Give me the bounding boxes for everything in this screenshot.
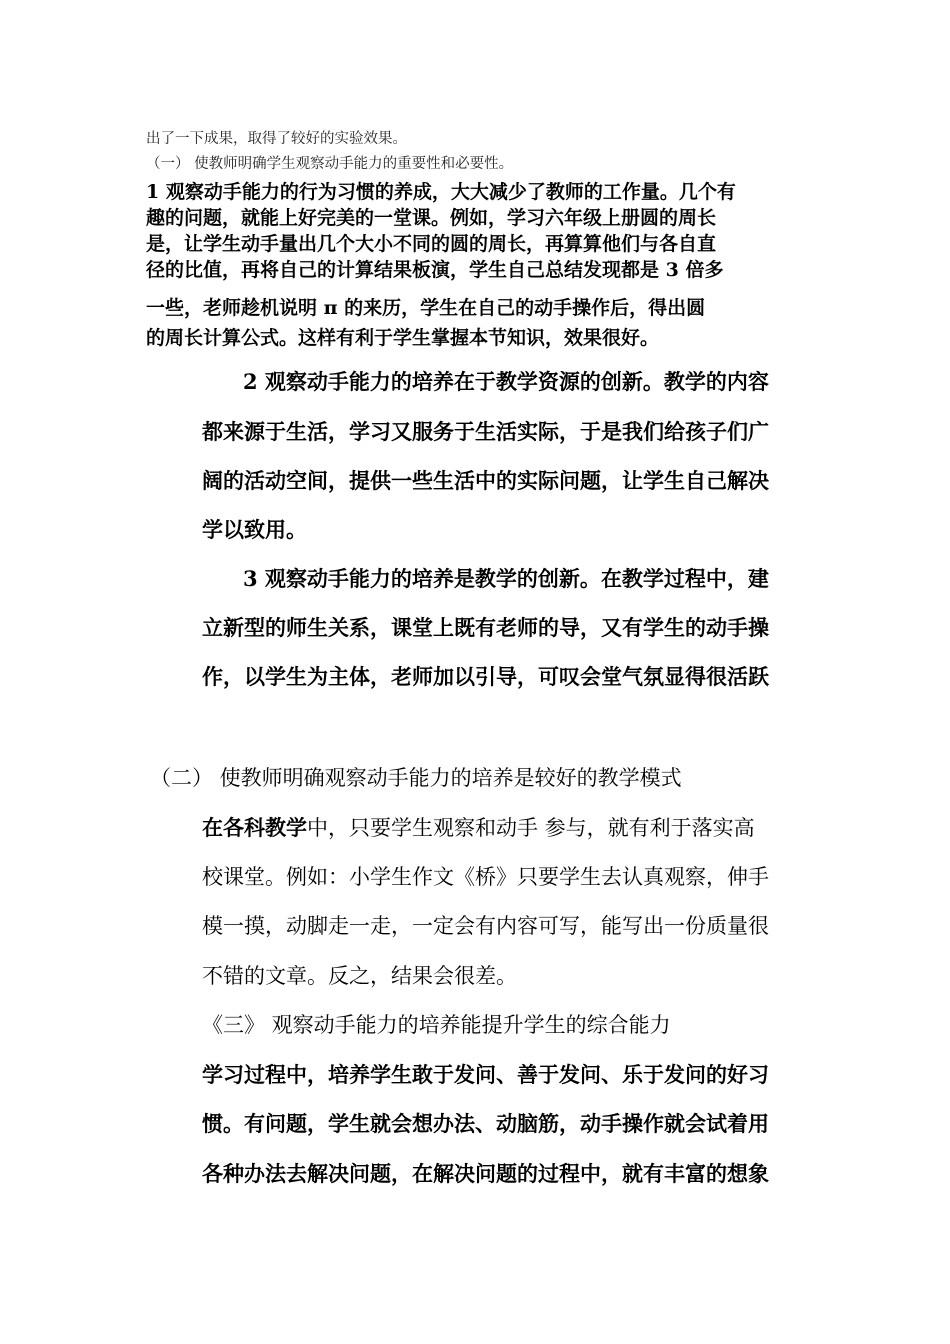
paragraph-2-line: 2 观察动手能力的培养在于教学资源的创新。教学的内容 [243, 369, 769, 394]
paragraph-2-line: 学以致用。 [202, 517, 307, 542]
paragraph-5-line: 惯。有问题，学生就会想办法、动脑筋，动手操作就会试着用 [202, 1111, 769, 1136]
paragraph-4-line: 不错的文章。反之，结果会很差。 [202, 964, 517, 988]
section-2-heading: （二） 使教师明确观察动手能力的培养是较好的教学模式 [150, 766, 682, 790]
section-3-heading: 《三》 观察动手能力的培养能提升学生的综合能力 [202, 1013, 671, 1037]
paragraph-5-line: 学习过程中，培养学生敢于发问、善于发问、乐于发问的好习 [202, 1062, 769, 1087]
paragraph-1-line: 趣的问题，就能上好完美的一堂课。例如，学习六年级上册圆的周长 [146, 207, 717, 229]
section-1-heading: （一） 使教师明确学生观察动手能力的重要性和必要性。 [146, 156, 514, 172]
paragraph-2-line: 阔的活动空间，提供一些生活中的实际问题，让学生自己解决 [202, 468, 769, 493]
paragraph-1-line: 1 观察动手能力的行为习惯的养成，大大减少了教师的工作量。几个有 [146, 181, 736, 203]
paragraph-3-line: 作，以学生为主体，老师加以引导，可叹会堂气氛显得很活跃 [202, 664, 769, 689]
paragraph-4-rest: 中，只要学生观察和动手 参与，就有利于落实高 [307, 816, 755, 840]
paragraph-4-line [202, 812, 755, 842]
paragraph-4-line: 模一摸，动脚走一走，一定会有内容可写，能写出一份质量很 [202, 914, 769, 938]
paragraph-3-line: 立新型的师生关系，课堂上既有老师的导，又有学生的动手操 [202, 615, 769, 640]
paragraph-1-line: 径的比值，再将自己的计算结果板演，学生自己总结发现都是 3 倍多 [146, 259, 724, 281]
paragraph-3-line: 3 观察动手能力的培养是教学的创新。在教学过程中，建 [243, 566, 769, 591]
paragraph-2-line: 都来源于生活，学习又服务于生活实际，于是我们给孩子们广 [202, 419, 769, 444]
paragraph-1-line: 一些，老师趁机说明 π 的来历，学生在自己的动手操作后，得出圆 [146, 297, 706, 319]
intro-line: 出了一下成果，取得了较好的实验效果。 [146, 131, 407, 147]
paragraph-1-line: 的周长计算公式。这样有利于学生掌握本节知识，效果很好。 [146, 327, 660, 349]
paragraph-1-line: 是，让学生动手量出几个大小不同的圆的周长，再算算他们与各自直 [146, 233, 717, 255]
paragraph-4-line: 校课堂。例如：小学生作文《桥》只要学生去认真观察，伸手 [202, 865, 769, 889]
paragraph-4-bold-lead: 在各科教学 [202, 815, 307, 840]
paragraph-5-line: 各种办法去解决问题，在解决问题的过程中，就有丰富的想象 [202, 1161, 769, 1186]
